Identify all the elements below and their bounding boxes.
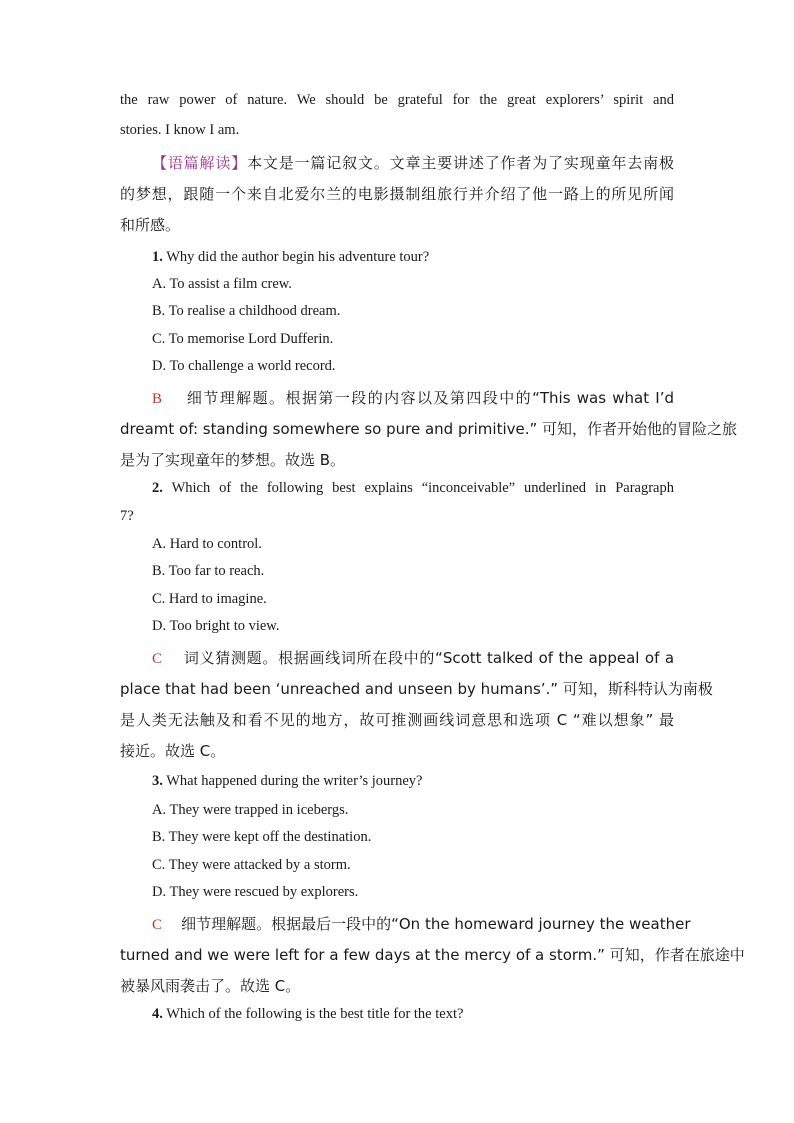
- answer-line: 被暴风雨袭击了。故选 C。: [120, 977, 301, 995]
- answer-line: 是人类无法触及和看不见的地方，故可推测画线词意思和选项 C “难以想象” 最: [120, 711, 674, 729]
- option-d: D. To challenge a world record.: [152, 358, 336, 374]
- passage-line: the raw power of nature. We should be grateful for the great explorers’ spirit and: [120, 92, 674, 108]
- answer-line: C 细节理解题。根据最后一段中的“On the homeward journey the weather: [152, 915, 691, 933]
- analysis-line: [152, 152, 674, 173]
- question-stem: 3. What happened during the writer’s journey?: [152, 773, 423, 789]
- option-d: D. They were rescued by explorers.: [152, 884, 359, 900]
- question-stem-cont: 7?: [120, 508, 134, 524]
- option-a: A. They were trapped in icebergs.: [152, 802, 349, 818]
- question-stem: 2. Which of the following best explains “inconceivable” underlined in Paragraph: [152, 480, 674, 496]
- question-stem: 4. Which of the following is the best title for the text?: [152, 1006, 464, 1022]
- option-b: B. To realise a childhood dream.: [152, 303, 341, 319]
- option-c: C. Hard to imagine.: [152, 591, 267, 607]
- answer-letter: B: [152, 391, 163, 407]
- option-a: A. Hard to control.: [152, 536, 262, 552]
- answer-letter: C: [152, 917, 163, 933]
- analysis-text: 本文是一篇记叙文。文章主要讲述了作者为了实现童年去南极: [247, 154, 674, 172]
- answer-line: B 细节理解题。根据第一段的内容以及第四段中的“This was what I’d: [152, 389, 674, 407]
- option-b: B. Too far to reach.: [152, 563, 265, 579]
- answer-line: dreamt of: standing somewhere so pure and primitive.” 可知，作者开始他的冒险之旅: [120, 420, 738, 438]
- answer-line: 接近。故选 C。: [120, 742, 226, 760]
- answer-line: C 词义猜测题。根据画线词所在段中的“Scott talked of the appeal of a: [152, 649, 675, 667]
- analysis-tag: 【语篇解读】: [152, 154, 248, 172]
- answer-line: place that had been ‘unreached and unseen by humans’.” 可知，斯科特认为南极: [120, 680, 713, 698]
- analysis-line: 和所感。: [120, 216, 181, 234]
- answer-letter: C: [152, 651, 163, 667]
- answer-line: 是为了实现童年的梦想。故选 B。: [120, 451, 346, 469]
- question-stem: 1. Why did the author begin his adventure tour?: [152, 249, 430, 265]
- option-d: D. Too bright to view.: [152, 618, 280, 634]
- option-a: A. To assist a film crew.: [152, 276, 292, 292]
- answer-line: turned and we were left for a few days at the mercy of a storm.” 可知，作者在旅途中: [120, 946, 745, 964]
- option-c: C. They were attacked by a storm.: [152, 857, 351, 873]
- passage-line: stories. I know I am.: [120, 122, 240, 138]
- option-b: B. They were kept off the destination.: [152, 829, 372, 845]
- option-c: C. To memorise Lord Dufferin.: [152, 331, 334, 347]
- analysis-line: 的梦想，跟随一个来自北爱尔兰的电影摄制组旅行并介绍了他一路上的所见所闻: [120, 185, 674, 203]
